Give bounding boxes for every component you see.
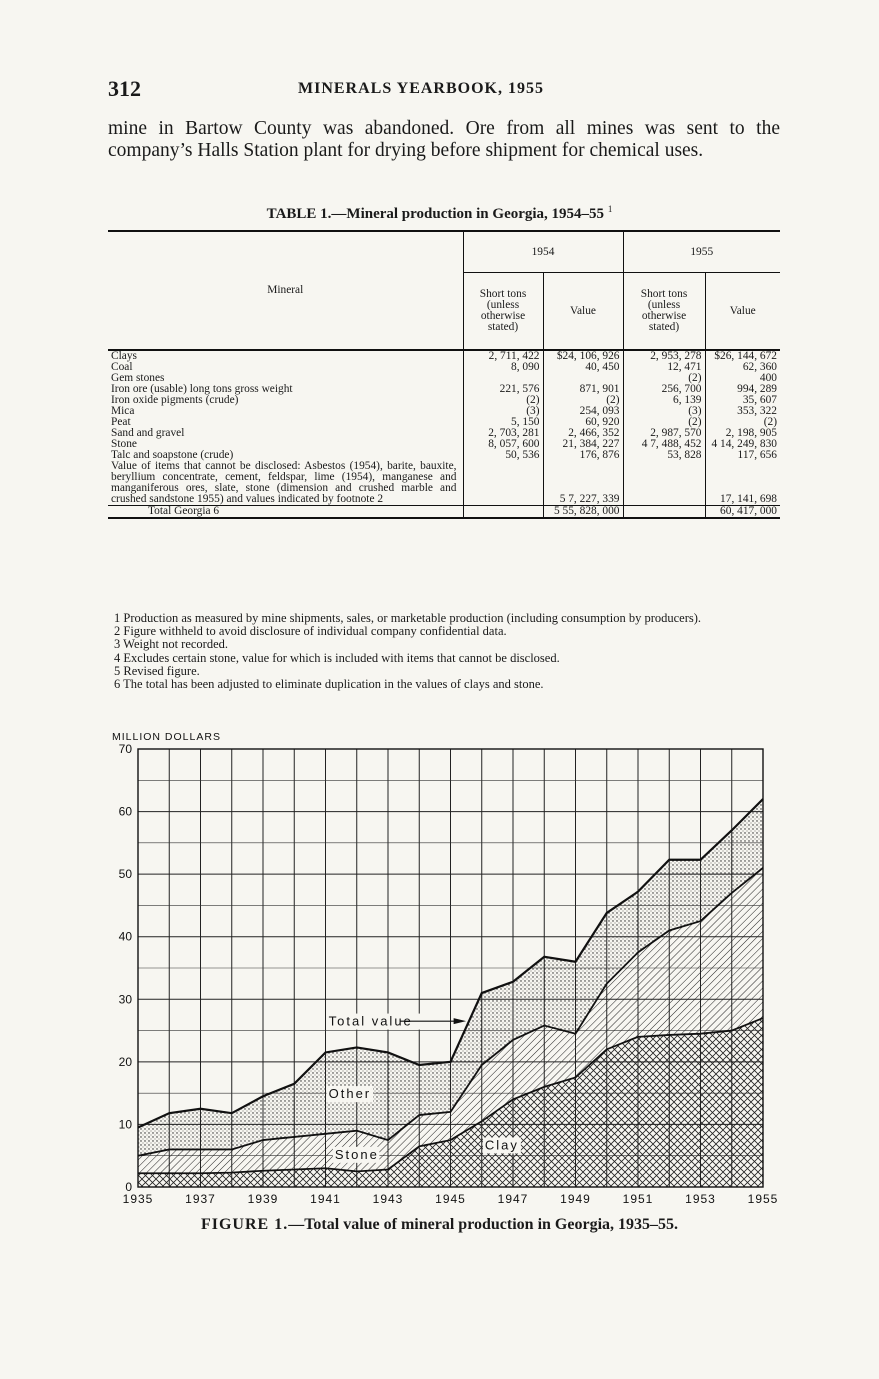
table-caption (0, 204, 879, 223)
cell-t54: 2, 711, 422 (463, 350, 543, 362)
cell-mineral: Coal (111, 361, 133, 373)
table-caption-note: 1 (607, 204, 613, 214)
figure-caption-text: —Total value of mineral production in Georgia, 1935–55. (288, 1216, 679, 1233)
cell-t55: 2, 953, 278 (623, 350, 705, 362)
footnote: 6 The total has been adjusted to eliminate duplication in the values of clays and stone. (114, 677, 544, 692)
y-tick-label: 60 (118, 804, 132, 819)
cell-v54: 254, 093 (543, 406, 623, 417)
y-axis-label: MILLION DOLLARS (112, 731, 221, 743)
cell-v55: 400 (705, 373, 780, 384)
cell-v54: 5 7, 227, 339 (543, 461, 623, 506)
cell-v55: 353, 322 (705, 406, 780, 417)
x-tick-label: 1945 (435, 1192, 466, 1206)
annotation-total-value: Total value (328, 1013, 413, 1029)
x-tick-label: 1941 (310, 1192, 341, 1206)
cell-t55: 12, 471 (623, 362, 705, 373)
total-v54: 5 55, 828, 000 (543, 506, 623, 519)
annotation-other: Other (328, 1086, 372, 1102)
cell-v55: 4 14, 249, 830 (705, 439, 780, 450)
cell-t54: 8, 090 (463, 362, 543, 373)
total-v55: 60, 417, 000 (705, 506, 780, 519)
cell-t54: (2) (463, 395, 543, 406)
footnote: 3 Weight not recorded. (114, 637, 229, 652)
x-tick-label: 1939 (247, 1192, 279, 1206)
cell-v54: 60, 920 (543, 417, 623, 428)
y-tick-label: 20 (118, 1054, 132, 1069)
header-value-1954: Value (543, 273, 623, 351)
cell-t54: 8, 057, 600 (463, 439, 543, 450)
cell-v55: 117, 656 (705, 450, 780, 461)
cell-t54: 5, 150 (463, 417, 543, 428)
cell-t55: 53, 828 (623, 450, 705, 461)
cell-v55: 62, 360 (705, 362, 780, 373)
table-total-row (108, 506, 780, 519)
cell-v54: 2, 466, 352 (543, 428, 623, 439)
figure-caption-label: FIGURE 1. (200, 1216, 289, 1233)
annotation-stone: Stone (334, 1146, 379, 1162)
header-tons-1955: Short tons (unless otherwise stated) (623, 273, 705, 351)
table-row (108, 406, 780, 417)
x-tick-label: 1947 (497, 1192, 529, 1206)
cell-mineral: Mica (111, 405, 135, 417)
total-mineral: Total Georgia 6 (108, 506, 463, 519)
cell-t55 (623, 461, 705, 506)
cell-t55: 6, 139 (623, 395, 705, 406)
cell-v54: (2) (543, 395, 623, 406)
cell-mineral: Iron oxide pigments (crude) (111, 394, 239, 406)
cell-t55: (2) (623, 417, 705, 428)
cell-v55: (2) (705, 417, 780, 428)
cell-mineral: Iron ore (usable) long tons gross weight (111, 383, 293, 395)
cell-t55: (3) (623, 406, 705, 417)
cell-empty (463, 506, 543, 519)
mineral-production-table (108, 230, 780, 519)
cell-v55: 994, 289 (705, 384, 780, 395)
running-title: MINERALS YEARBOOK, 1955 (298, 80, 544, 97)
footnote: 1 Production as measured by mine shipments, sales, or marketable production (including consumption by producers). (114, 611, 702, 625)
y-tick-label: 30 (118, 992, 132, 1007)
y-tick-label: 70 (118, 742, 132, 756)
cell-mineral: Stone (111, 438, 137, 450)
cell-t54: (3) (463, 406, 543, 417)
table-body (108, 350, 780, 518)
cell-v55: 2, 198, 905 (705, 428, 780, 439)
cell-t54: 50, 536 (463, 450, 543, 461)
cell-t54: 2, 703, 281 (463, 428, 543, 439)
y-tick-label: 0 (125, 1180, 132, 1194)
y-tick-label: 50 (118, 867, 132, 882)
table-row (108, 362, 780, 373)
cell-mineral: Clays (111, 350, 137, 362)
table-caption-text: TABLE 1.—Mineral production in Georgia, 1954–55 (266, 206, 605, 222)
x-tick-label: 1943 (372, 1192, 404, 1206)
y-tick-label: 40 (118, 929, 132, 944)
cell-mineral: Talc and soapstone (crude) (111, 449, 234, 461)
cell-v55: 35, 607 (705, 395, 780, 406)
cell-t54 (463, 461, 543, 506)
x-tick-label: 1937 (185, 1192, 216, 1206)
cell-v54: 871, 901 (543, 384, 623, 395)
header-value-1955: Value (705, 273, 780, 351)
x-tick-label: 1955 (747, 1192, 779, 1206)
running-header (108, 74, 780, 104)
x-tick-label: 1949 (560, 1192, 591, 1206)
footnote: 5 Revised figure. (114, 663, 200, 678)
cell-t55: 256, 700 (623, 384, 705, 395)
header-year-1954: 1954 (463, 231, 623, 273)
header-tons-1954: Short tons (unless otherwise stated) (463, 273, 543, 351)
cell-empty (623, 506, 705, 519)
cell-mineral: Value of items that cannot be disclosed: Asbestos (1954), barite, bauxite, beryllium concentrate, cement, feldspar, lime (1954), manganese and manganiferous ores, slate, stone (dimension and crushed marble and crushed sandstone 1955) and values indicated by footnote 2 (111, 460, 457, 505)
cell-t55: (2) (623, 373, 705, 384)
annotation-clay: Clay (484, 1137, 519, 1153)
cell-v54: 40, 450 (543, 362, 623, 373)
x-tick-label: 1935 (122, 1192, 154, 1206)
cell-mineral: Gem stones (111, 372, 165, 384)
header-mineral: Mineral (108, 231, 463, 350)
cell-v55: $26, 144, 672 (705, 350, 780, 362)
cell-v54: $24, 106, 926 (543, 350, 623, 362)
cell-v54: 176, 876 (543, 450, 623, 461)
cell-t55: 4 7, 488, 452 (623, 439, 705, 450)
figure-caption (0, 1216, 879, 1234)
y-tick-label: 10 (118, 1117, 132, 1132)
footnote: 2 Figure withheld to avoid disclosure of individual company confidential data. (114, 624, 507, 639)
cell-t55: 2, 987, 570 (623, 428, 705, 439)
header-year-1955: 1955 (623, 231, 780, 273)
value-chart (100, 724, 780, 1214)
cell-mineral: Sand and gravel (111, 427, 185, 439)
x-tick-label: 1951 (622, 1192, 654, 1206)
footnote: 4 Excludes certain stone, value for which is included with items that cannot be disclosed. (114, 650, 560, 665)
page-number: 312 (108, 76, 141, 101)
annotation-total-arrowhead (454, 1018, 467, 1024)
table-row (108, 461, 780, 506)
cell-v55: 17, 141, 698 (705, 461, 780, 506)
intro-paragraph: mine in Bartow County was abandoned. Ore from all mines was sent to the company’s Halls Station plant for drying before shipment for chemical uses. (108, 118, 780, 161)
cell-t54: 221, 576 (463, 384, 543, 395)
x-tick-label: 1953 (685, 1192, 716, 1206)
table-row (108, 395, 780, 406)
cell-mineral: Peat (111, 416, 131, 428)
table-footnotes (108, 612, 780, 691)
cell-v54: 21, 384, 227 (543, 439, 623, 450)
